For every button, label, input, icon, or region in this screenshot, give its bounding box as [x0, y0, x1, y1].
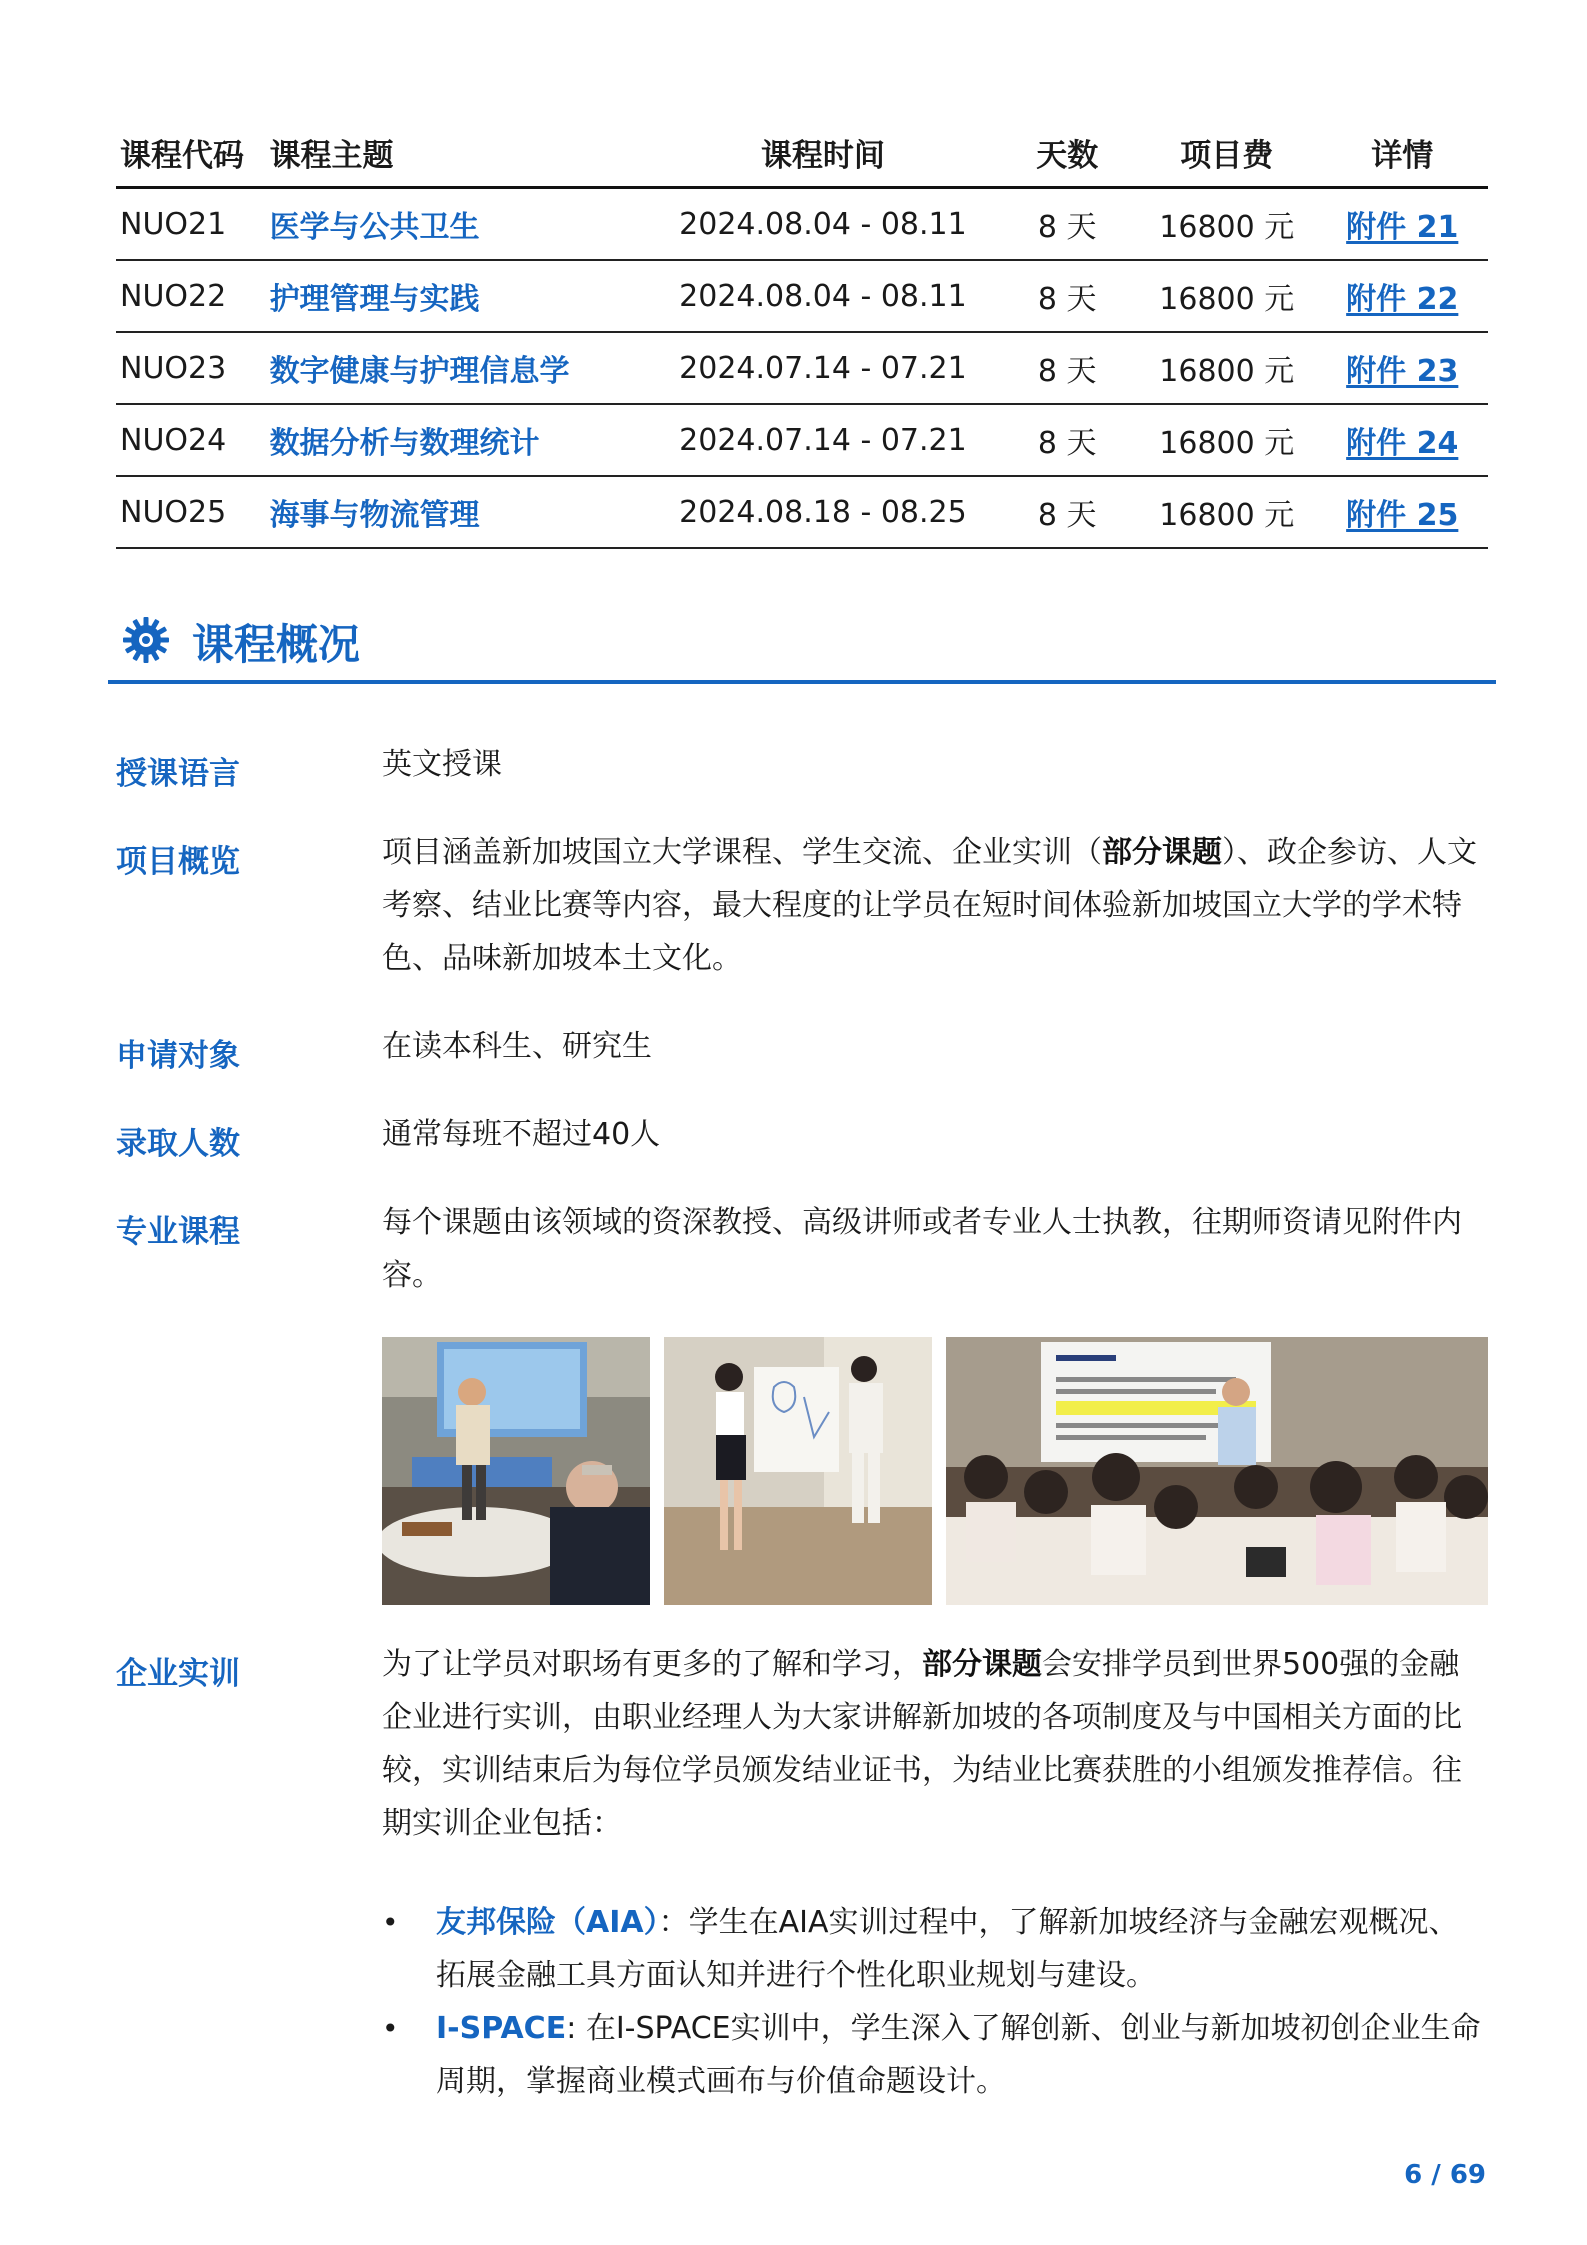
course-dates: 2024.08.18 - 08.25 — [679, 494, 967, 530]
attachment-link[interactable]: 附件 22 — [1346, 282, 1459, 317]
course-days: 8 天 — [1037, 282, 1097, 317]
attachment-link[interactable]: 附件 24 — [1346, 426, 1459, 461]
info-label: 授课语言 — [116, 756, 240, 792]
course-topic: 医学与公共卫生 — [269, 210, 480, 245]
info-label: 录取人数 — [116, 1126, 240, 1162]
course-code: NUO24 — [120, 422, 227, 458]
bullet-icon: • — [382, 1906, 399, 1939]
header-dates: 课程时间 — [760, 137, 885, 174]
table-row — [116, 333, 1488, 405]
table-row — [116, 405, 1488, 477]
course-code: NUO21 — [120, 206, 227, 242]
course-fee: 16800 元 — [1159, 210, 1295, 245]
info-text: 每个课题由该领域的资深教授、高级讲师或者专业人士执教，往期师资请见附件内容。 — [382, 1205, 1462, 1293]
section-title: 课程概况 — [192, 620, 361, 669]
classroom-photo-seminar — [946, 1337, 1488, 1605]
info-text: 英文授课 — [382, 747, 502, 782]
company-name: I-SPACE — [436, 2011, 567, 2046]
header-days: 天数 — [1036, 137, 1099, 174]
header-topic: 课程主题 — [269, 137, 394, 174]
section-header — [108, 600, 1496, 684]
company-list — [380, 1896, 1488, 2108]
course-days: 8 天 — [1037, 210, 1097, 245]
info-text: 通常每班不超过40人 — [382, 1117, 661, 1152]
course-topic: 护理管理与实践 — [269, 282, 480, 317]
page-number: 6 / 69 — [1404, 2160, 1486, 2190]
course-code: NUO22 — [120, 278, 227, 314]
course-fee: 16800 元 — [1159, 426, 1295, 461]
list-item — [380, 2002, 1488, 2108]
course-fee: 16800 元 — [1159, 498, 1295, 533]
course-fee: 16800 元 — [1159, 354, 1295, 389]
course-dates: 2024.07.14 - 07.21 — [679, 350, 967, 386]
course-days: 8 天 — [1037, 354, 1097, 389]
info-label: 专业课程 — [116, 1214, 240, 1250]
info-text: 在读本科生、研究生 — [382, 1029, 652, 1064]
info-text: 为了让学员对职场有更多的了解和学习，部分课题会安排学员到世界500强的金融企业进行实训，由职业经理人为大家讲解新加坡的各项制度及与中国相关方面的比较，实训结束后为每位学员颁发结业证书，为结业比赛获胜的小组颁发推荐信。往期实训企业包括： — [382, 1647, 1462, 1841]
table-row — [116, 189, 1488, 261]
header-detail: 详情 — [1371, 137, 1434, 174]
course-days: 8 天 — [1037, 426, 1097, 461]
course-dates: 2024.08.04 - 08.11 — [679, 278, 967, 314]
course-code: NUO25 — [120, 494, 227, 530]
gear-icon — [120, 614, 172, 666]
course-days: 8 天 — [1037, 498, 1097, 533]
attachment-link[interactable]: 附件 25 — [1346, 498, 1459, 533]
classroom-photo-lecture — [382, 1337, 650, 1605]
company-description: ：学生在AIA实训过程中，了解新加坡经济与金融宏观概况、拓展金融工具方面认知并进行个性化职业规划与建设。 — [436, 1905, 1459, 1993]
classroom-photo-presentation — [664, 1337, 932, 1605]
info-label: 项目概览 — [116, 844, 240, 880]
table-row — [116, 477, 1488, 549]
info-label: 申请对象 — [116, 1038, 240, 1074]
course-topic: 数字健康与护理信息学 — [269, 354, 570, 389]
company-description: : 在I-SPACE实训中，学生深入了解创新、创业与新加坡初创企业生命周期，掌握商业模式画布与价值命题设计。 — [436, 2011, 1481, 2099]
company-name: 友邦保险（AIA） — [436, 1905, 659, 1940]
course-topic: 海事与物流管理 — [269, 498, 480, 533]
table-row — [116, 261, 1488, 333]
attachment-link[interactable]: 附件 21 — [1346, 210, 1459, 245]
course-dates: 2024.07.14 - 07.21 — [679, 422, 967, 458]
course-code: NUO23 — [120, 350, 227, 386]
header-code: 课程代码 — [120, 137, 244, 174]
table-header — [116, 118, 1488, 189]
course-dates: 2024.08.04 - 08.11 — [679, 206, 967, 242]
attachment-link[interactable]: 附件 23 — [1346, 354, 1459, 389]
info-text: 项目涵盖新加坡国立大学课程、学生交流、企业实训（部分课题）、政企参访、人文考察、结业比赛等内容，最大程度的让学员在短时间体验新加坡国立大学的学术特色、品味新加坡本土文化。 — [382, 835, 1477, 976]
list-item — [380, 1896, 1488, 2002]
course-table — [116, 118, 1488, 549]
course-topic: 数据分析与数理统计 — [269, 426, 540, 461]
bullet-icon: • — [382, 2012, 399, 2045]
header-fee: 项目费 — [1180, 137, 1274, 174]
course-fee: 16800 元 — [1159, 282, 1295, 317]
info-label: 企业实训 — [116, 1656, 240, 1692]
